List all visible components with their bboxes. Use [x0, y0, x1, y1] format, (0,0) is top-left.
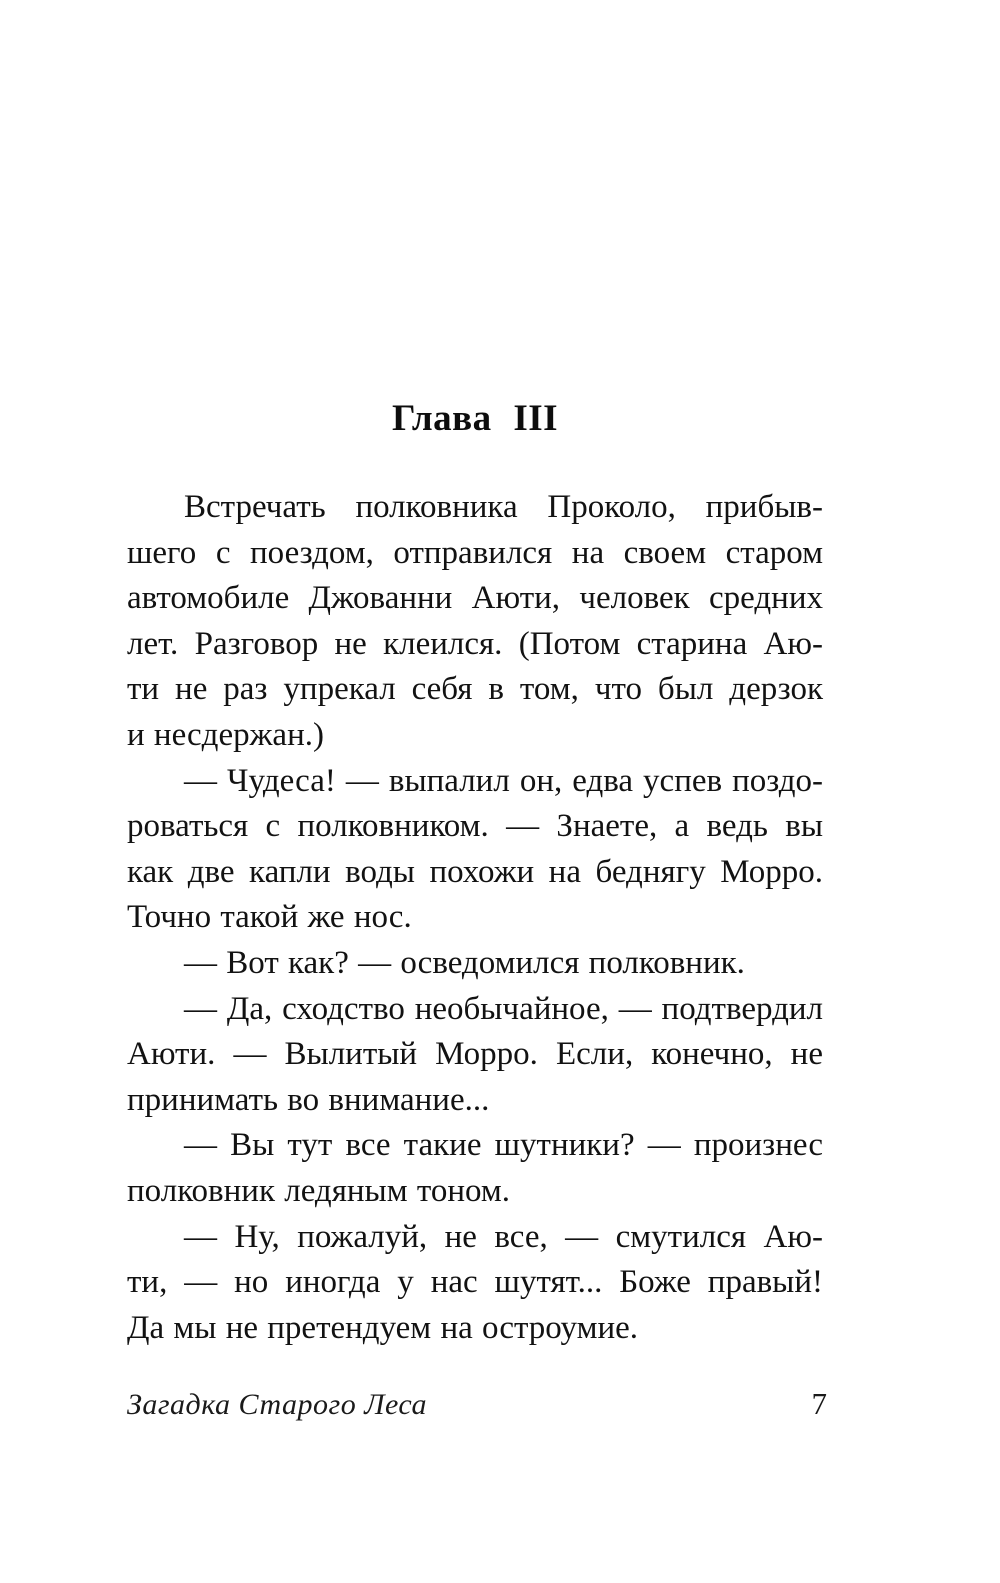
text-line: шего с поездом, отправился на своем старом: [127, 534, 823, 571]
body-text: [127, 485, 823, 1351]
text-line: Точно такой же нос.: [127, 899, 412, 936]
text-line: ти, — но иногда у нас шутят... Боже правый!: [127, 1264, 823, 1301]
text-line: — Чудеса! — выпалил он, едва успев поздо-: [184, 762, 823, 799]
text-line: — Да, сходство необычайное, — подтвердил: [184, 990, 823, 1027]
text-line: автомобиле Джованни Аюти, человек средних: [127, 580, 823, 617]
text-line: — Вы тут все такие шутники? — произнес: [184, 1127, 823, 1164]
text-line: ти не раз упрекал себя в том, что был дерзок: [127, 671, 823, 708]
text-line: и несдержан.): [127, 716, 324, 753]
text-line: Встречать полковника Проколо, прибыв-: [184, 489, 823, 525]
chapter-heading: Глава III: [391, 398, 559, 439]
page-number: 7: [811, 1386, 827, 1421]
running-book-title: Загадка Старого Леса: [127, 1388, 427, 1421]
text-line: как две капли воды похожи на беднягу Морро.: [127, 853, 823, 890]
text-line: роваться с полковником. — Знаете, а ведь вы: [127, 808, 823, 845]
text-line: Аюти. — Вылитый Морро. Если, конечно, не: [127, 1036, 823, 1073]
text-line: лет. Разговор не клеился. (Потом старина Аю-: [127, 625, 823, 662]
text-line: — Вот как? — осведомился полковник.: [184, 944, 745, 981]
text-line: принимать во внимание...: [127, 1081, 490, 1118]
text-line: — Ну, пожалуй, не все, — смутился Аю-: [184, 1218, 823, 1255]
text-line: Да мы не претендуем на остроумие.: [127, 1309, 639, 1346]
text-line: полковник ледяным тоном.: [127, 1172, 510, 1209]
page-footer: [127, 1386, 827, 1422]
